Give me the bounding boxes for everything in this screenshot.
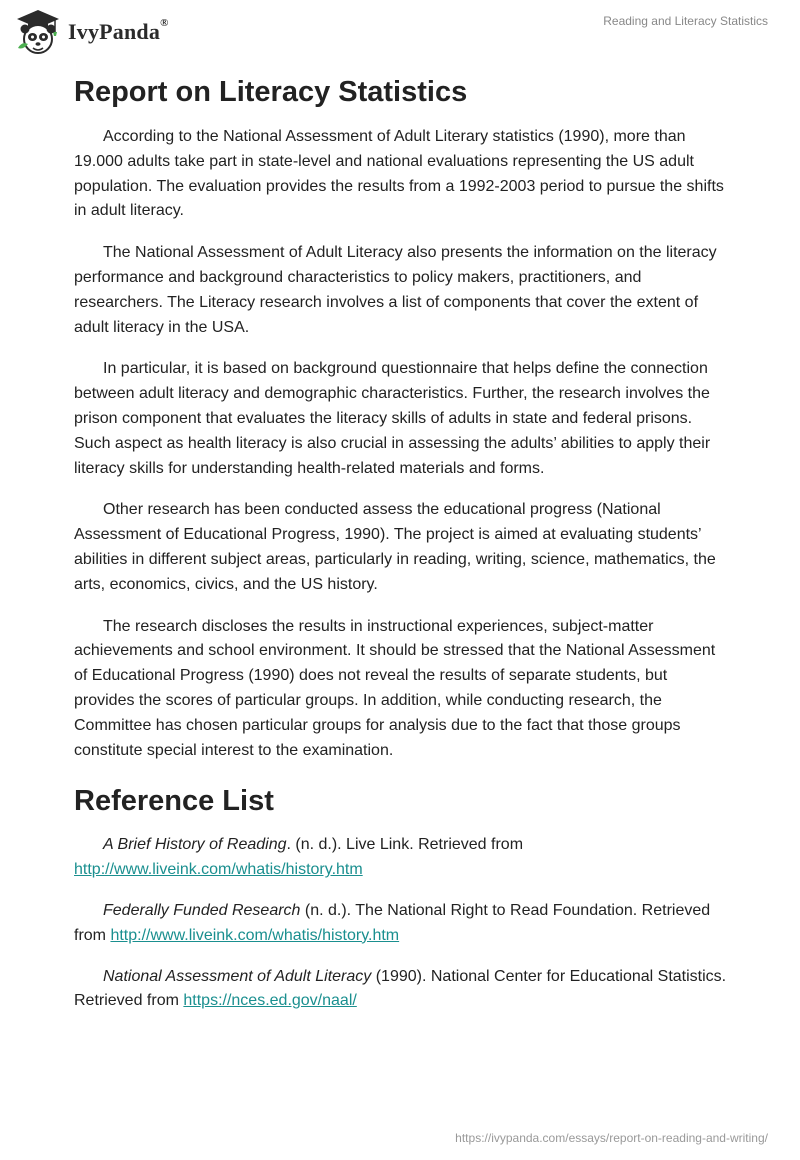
reference-link[interactable]: https://nces.ed.gov/naal/ (183, 992, 357, 1010)
source-url: https://ivypanda.com/essays/report-on-reading-and-writing/ (455, 1131, 768, 1145)
page-header (0, 0, 800, 70)
essay-content (74, 74, 729, 1030)
reference-link[interactable]: http://www.liveink.com/whatis/history.htm (74, 861, 363, 879)
panda-graduate-icon (14, 8, 62, 56)
running-title: Reading and Literacy Statistics (603, 14, 768, 28)
paragraph: According to the National Assessment of Adult Literary statistics (1990), more than 19.000 adults take part in state-level and national evaluations representing the US adult population. The evaluation provides the results from a 1992-2003 period to pursue the shifts in adult literacy. (74, 128, 724, 220)
paragraph: Other research has been conducted assess the educational progress (National Assessment of Educational Progress, 1990). The project is aimed at evaluating students’ abilities in different subject areas, particularly in reading, writing, science, mathematics, the arts, economics, civics, and the US history. (74, 501, 716, 593)
reference-details: . (n. d.). Live Link. Retrieved from (286, 836, 524, 854)
reference-item (74, 833, 729, 883)
page-title: Report on Literacy Statistics (74, 76, 468, 108)
reference-title: Federally Funded Research (103, 901, 301, 919)
reference-details: (1990). National Center for Educational Statistics. Retrieved from (74, 967, 727, 1010)
reference-item (74, 965, 729, 1015)
reference-details: (n. d.). The National Right to Read Foundation. Retrieved from (74, 901, 711, 944)
logo-text: IvyPanda® (68, 17, 169, 44)
paragraph: In particular, it is based on background questionnaire that helps define the connection between adult literacy and demographic characteristics. Further, the research involves the prison component that evaluates the literacy skills of adults in state and federal prisons. Such aspect as health literacy is also crucial in assessing the adults’ abilities to apply their literacy skills for understanding health-related materials and forms. (74, 360, 711, 477)
reference-title: National Assessment of Adult Literacy (103, 967, 372, 985)
reference-title: A Brief History of Reading (103, 836, 287, 854)
reference-link[interactable]: http://www.liveink.com/whatis/history.htm (110, 926, 400, 944)
ivypanda-logo[interactable] (14, 8, 169, 56)
reference-list-heading: Reference List (74, 785, 274, 818)
paragraph: The National Assessment of Adult Literacy also presents the information on the literacy performance and background characteristics to policy makers, practitioners, and researchers. The Literacy research involves a list of components that cover the extent of adult literacy in the USA. (74, 244, 717, 336)
paragraph: The research discloses the results in instructional experiences, subject-matter achievements and school environment. It should be stressed that the National Assessment of Educational Progress (1990) does not reveal the results of separate students, but provides the scores of particular groups. In addition, while conducting research, the Committee has chosen particular groups for analysis due to the fact that those groups constitute special interest to the examination. (74, 617, 716, 759)
reference-item (74, 899, 729, 949)
